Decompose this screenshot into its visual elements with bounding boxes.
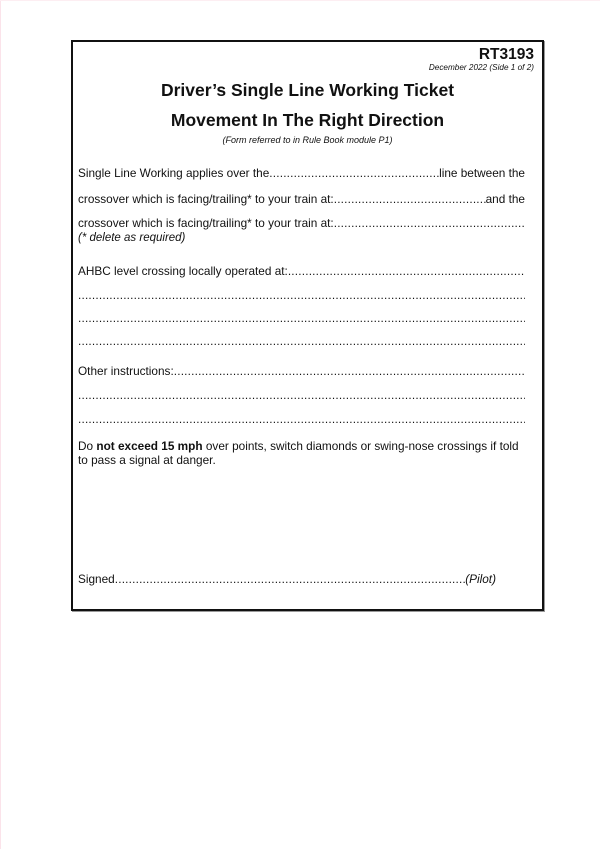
field-first-crossover[interactable] — [78, 192, 525, 206]
fill-in-dots[interactable] — [334, 216, 525, 230]
field-label: Other instructions: — [78, 364, 174, 378]
warning-speed-limit: not exceed 15 mph — [96, 439, 203, 453]
field-label: crossover which is facing/trailing* to your train at: — [78, 216, 334, 230]
fill-in-dots[interactable] — [78, 288, 525, 302]
speed-warning — [78, 439, 528, 467]
fill-in-dots[interactable] — [78, 388, 525, 402]
delete-note: (* delete as required) — [78, 232, 186, 244]
field-signed-pilot[interactable] — [78, 572, 496, 586]
fill-in-dots[interactable] — [288, 264, 525, 278]
field-label: Signed — [78, 572, 115, 586]
field-tail: and the — [485, 192, 525, 206]
field-label: AHBC level crossing locally operated at: — [78, 264, 288, 278]
form-direction-title: Movement In The Right Direction — [170, 110, 445, 130]
field-second-crossover[interactable] — [78, 216, 525, 230]
fill-in-dots[interactable] — [78, 311, 525, 325]
form-code: RT3193 — [478, 46, 534, 63]
form-title: Driver’s Single Line Working Ticket — [160, 80, 455, 100]
fill-in-dots[interactable] — [174, 364, 525, 378]
field-label: crossover which is facing/trailing* to your train at: — [78, 192, 334, 206]
warning-prefix: Do — [78, 439, 97, 453]
field-other-instructions[interactable] — [78, 364, 525, 378]
fill-in-dots[interactable] — [334, 192, 486, 206]
field-ahbc-line-4[interactable] — [78, 334, 525, 348]
field-other-line-3[interactable] — [78, 412, 525, 426]
ticket-form — [71, 40, 544, 611]
field-label: Single Line Working applies over the — [78, 166, 270, 180]
field-tail: (Pilot) — [465, 572, 496, 586]
fill-in-dots[interactable] — [78, 334, 525, 348]
page-edge — [0, 0, 1, 849]
fill-in-dots[interactable] — [78, 412, 525, 426]
field-ahbc-line-2[interactable] — [78, 288, 525, 302]
page-edge-top — [0, 0, 600, 1]
field-line-applies[interactable] — [78, 166, 525, 180]
fill-in-dots[interactable] — [269, 166, 439, 180]
field-ahbc-crossing[interactable] — [78, 264, 525, 278]
field-other-line-2[interactable] — [78, 388, 525, 402]
form-date-side: December 2022 (Side 1 of 2) — [428, 63, 534, 72]
form-reference: (Form referred to in Rule Book module P1) — [222, 135, 393, 145]
signature-dots[interactable] — [115, 572, 465, 586]
field-tail: line between the — [439, 166, 525, 180]
field-ahbc-line-3[interactable] — [78, 311, 525, 325]
warning-suffix: over points, switch diamonds or swing-nose crossings if told to pass a signal at danger. — [78, 439, 519, 467]
